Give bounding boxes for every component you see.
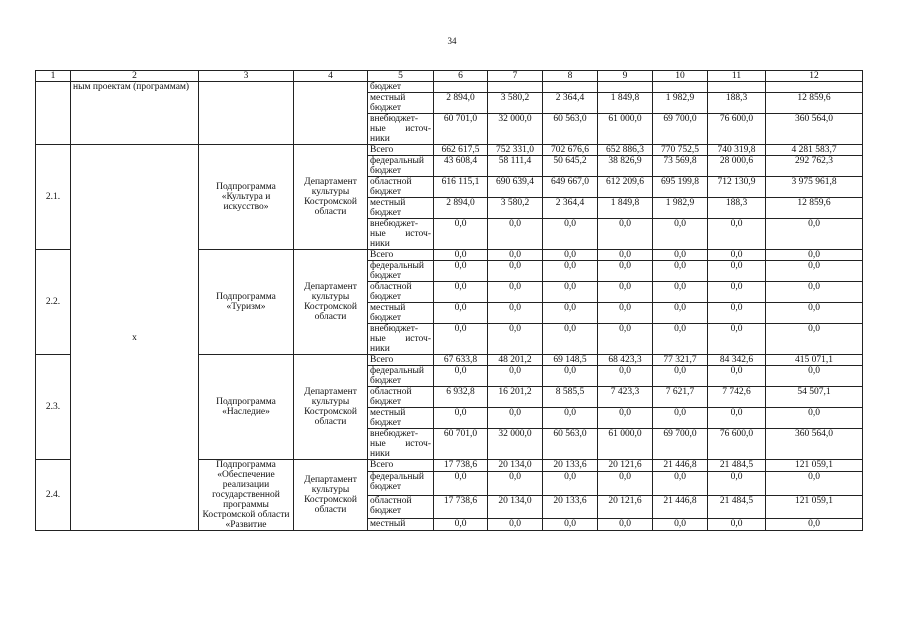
value-cell: 2 364,4 <box>543 198 598 219</box>
value-cell: 0,0 <box>543 219 598 250</box>
funding-source: местный бюджет <box>368 93 434 114</box>
header-cell: 1 <box>36 71 71 82</box>
value-cell: 0,0 <box>708 282 766 303</box>
value-cell: 752 331,0 <box>488 145 543 156</box>
value-cell: 0,0 <box>653 472 708 495</box>
value-cell: 0,0 <box>708 472 766 495</box>
value-cell: 0,0 <box>434 303 488 324</box>
header-cell: 6 <box>434 71 488 82</box>
value-cell: 0,0 <box>434 261 488 282</box>
value-cell: 54 507,1 <box>766 387 863 408</box>
value-cell: 17 738,6 <box>434 460 488 472</box>
value-cell: 7 423,3 <box>598 387 653 408</box>
value-cell: 0,0 <box>598 324 653 355</box>
value-cell: 12 859,6 <box>766 198 863 219</box>
row-code-cell: 2.4. <box>36 460 71 531</box>
funding-source: Всего <box>368 355 434 366</box>
value-cell: 0,0 <box>598 472 653 495</box>
funding-source: бюджет <box>368 82 434 93</box>
value-cell: 0,0 <box>598 303 653 324</box>
value-cell: 0,0 <box>708 366 766 387</box>
value-cell: 3 975 961,8 <box>766 177 863 198</box>
value-cell: 76 600,0 <box>708 429 766 460</box>
value-cell: 68 423,3 <box>598 355 653 366</box>
value-cell: 292 762,3 <box>766 156 863 177</box>
budget-table <box>35 70 863 531</box>
row-code-cell: 2.1. <box>36 145 71 250</box>
page-number: 34 <box>447 36 457 46</box>
value-cell: 652 886,3 <box>598 145 653 156</box>
department-cell: Департамент культуры Костромской области <box>294 460 368 531</box>
value-cell: 20 134,0 <box>488 495 543 518</box>
value-cell: 0,0 <box>708 324 766 355</box>
value-cell: 662 617,5 <box>434 145 488 156</box>
value-cell: 0,0 <box>488 250 543 261</box>
value-cell: 0,0 <box>543 303 598 324</box>
row-code-cell: 2.2. <box>36 250 71 355</box>
header-cell: 2 <box>71 71 199 82</box>
funding-source: местный бюджет <box>368 198 434 219</box>
header-cell: 10 <box>653 71 708 82</box>
value-cell: 0,0 <box>766 518 863 530</box>
value-cell: 0,0 <box>653 518 708 530</box>
value-cell: 0,0 <box>598 219 653 250</box>
value-cell: 0,0 <box>598 408 653 429</box>
department-cell: Департамент культуры Костромской области <box>294 250 368 355</box>
value-cell: 21 446,8 <box>653 460 708 472</box>
value-cell: 0,0 <box>488 303 543 324</box>
value-cell: 21 484,5 <box>708 460 766 472</box>
value-cell: 0,0 <box>488 219 543 250</box>
funding-source: внебюджет-ные источ-ники <box>368 114 434 145</box>
subprogram-name-cell: Подпрограмма «Культура и искусство» <box>199 145 294 250</box>
value-cell: 690 639,4 <box>488 177 543 198</box>
value-cell <box>708 82 766 93</box>
value-cell: 6 932,8 <box>434 387 488 408</box>
value-cell: 649 667,0 <box>543 177 598 198</box>
value-cell <box>434 82 488 93</box>
value-cell: 188,3 <box>708 198 766 219</box>
value-cell: 0,0 <box>543 282 598 303</box>
value-cell: 695 199,8 <box>653 177 708 198</box>
value-cell: 43 608,4 <box>434 156 488 177</box>
value-cell: 0,0 <box>434 282 488 303</box>
value-cell: 770 752,5 <box>653 145 708 156</box>
value-cell: 415 071,1 <box>766 355 863 366</box>
value-cell: 67 633,8 <box>434 355 488 366</box>
value-cell: 0,0 <box>766 282 863 303</box>
funding-source: федеральный бюджет <box>368 472 434 495</box>
value-cell: 3 580,2 <box>488 198 543 219</box>
funding-source: внебюджет-ные источ-ники <box>368 324 434 355</box>
value-cell: 60 701,0 <box>434 114 488 145</box>
value-cell: 712 130,9 <box>708 177 766 198</box>
value-cell: 0,0 <box>708 518 766 530</box>
value-cell: 7 742,6 <box>708 387 766 408</box>
value-cell: 48 201,2 <box>488 355 543 366</box>
value-cell: 20 133,6 <box>543 460 598 472</box>
value-cell: 702 676,6 <box>543 145 598 156</box>
funding-source: областной бюджет <box>368 177 434 198</box>
header-cell: 12 <box>766 71 863 82</box>
value-cell: 0,0 <box>488 408 543 429</box>
value-cell: 0,0 <box>543 261 598 282</box>
value-cell: 0,0 <box>434 366 488 387</box>
value-cell: 0,0 <box>543 250 598 261</box>
value-cell: 0,0 <box>766 303 863 324</box>
value-cell: 0,0 <box>488 366 543 387</box>
value-cell: 21 484,5 <box>708 495 766 518</box>
value-cell: 0,0 <box>766 261 863 282</box>
value-cell: 20 133,6 <box>543 495 598 518</box>
funding-source: федеральный бюджет <box>368 261 434 282</box>
funding-source: Всего <box>368 145 434 156</box>
funding-source: областной бюджет <box>368 387 434 408</box>
value-cell: 360 564,0 <box>766 114 863 145</box>
funding-source: Всего <box>368 460 434 472</box>
value-cell: 60 563,0 <box>543 114 598 145</box>
funding-source: областной бюджет <box>368 282 434 303</box>
value-cell: 1 982,9 <box>653 198 708 219</box>
value-cell: 616 115,1 <box>434 177 488 198</box>
value-cell: 32 000,0 <box>488 429 543 460</box>
value-cell: 0,0 <box>543 408 598 429</box>
value-cell: 740 319,8 <box>708 145 766 156</box>
value-cell: 20 121,6 <box>598 495 653 518</box>
value-cell: 360 564,0 <box>766 429 863 460</box>
funding-source: местный бюджет <box>368 408 434 429</box>
value-cell: 12 859,6 <box>766 93 863 114</box>
value-cell: 76 600,0 <box>708 114 766 145</box>
value-cell <box>488 82 543 93</box>
header-row <box>36 71 863 82</box>
value-cell: 2 894,0 <box>434 93 488 114</box>
funding-source: внебюджет-ные источ-ники <box>368 219 434 250</box>
value-cell: 0,0 <box>488 261 543 282</box>
value-cell: 0,0 <box>598 261 653 282</box>
value-cell: 21 446,8 <box>653 495 708 518</box>
value-cell: 0,0 <box>653 303 708 324</box>
value-cell: 0,0 <box>434 518 488 530</box>
value-cell: 20 121,6 <box>598 460 653 472</box>
value-cell: 0,0 <box>543 366 598 387</box>
subprogram-name-cell: Подпрограмма «Обеспечение реализации государственной программы Костромской области «Развитие <box>199 460 294 531</box>
funding-source: федеральный бюджет <box>368 366 434 387</box>
value-cell: 50 645,2 <box>543 156 598 177</box>
value-cell: 20 134,0 <box>488 460 543 472</box>
value-cell: 8 585,5 <box>543 387 598 408</box>
value-cell: 17 738,6 <box>434 495 488 518</box>
subprogram-name-cell: Подпрограмма «Туризм» <box>199 250 294 355</box>
value-cell: 0,0 <box>653 250 708 261</box>
value-cell: 0,0 <box>488 518 543 530</box>
value-cell: 69 148,5 <box>543 355 598 366</box>
value-cell: 188,3 <box>708 93 766 114</box>
funding-source: областной бюджет <box>368 495 434 518</box>
header-cell: 3 <box>199 71 294 82</box>
value-cell: 61 000,0 <box>598 114 653 145</box>
department-cell <box>294 82 368 145</box>
value-cell: 0,0 <box>598 250 653 261</box>
value-cell: 38 826,9 <box>598 156 653 177</box>
value-cell <box>543 82 598 93</box>
x-mark-cell: x <box>71 145 199 531</box>
value-cell: 0,0 <box>434 472 488 495</box>
table-row <box>36 145 863 156</box>
value-cell: 69 700,0 <box>653 429 708 460</box>
value-cell: 0,0 <box>434 250 488 261</box>
value-cell: 0,0 <box>543 324 598 355</box>
value-cell: 0,0 <box>488 472 543 495</box>
value-cell: 0,0 <box>708 303 766 324</box>
value-cell: 0,0 <box>598 282 653 303</box>
value-cell: 0,0 <box>653 408 708 429</box>
value-cell: 69 700,0 <box>653 114 708 145</box>
value-cell: 32 000,0 <box>488 114 543 145</box>
value-cell <box>766 82 863 93</box>
funding-source: местный бюджет <box>368 303 434 324</box>
header-cell: 11 <box>708 71 766 82</box>
header-cell: 9 <box>598 71 653 82</box>
department-cell: Департамент культуры Костромской области <box>294 145 368 250</box>
value-cell: 1 849,8 <box>598 93 653 114</box>
value-cell: 2 364,4 <box>543 93 598 114</box>
table-row <box>36 82 863 93</box>
value-cell: 60 563,0 <box>543 429 598 460</box>
value-cell: 1 982,9 <box>653 93 708 114</box>
value-cell: 0,0 <box>708 250 766 261</box>
value-cell: 4 281 583,7 <box>766 145 863 156</box>
value-cell: 84 342,6 <box>708 355 766 366</box>
funding-source: Всего <box>368 250 434 261</box>
value-cell: 3 580,2 <box>488 93 543 114</box>
value-cell: 0,0 <box>653 219 708 250</box>
value-cell: 0,0 <box>653 324 708 355</box>
value-cell <box>598 82 653 93</box>
value-cell: 0,0 <box>766 219 863 250</box>
value-cell: 0,0 <box>434 324 488 355</box>
subprogram-name-cell: Подпрограмма «Наследие» <box>199 355 294 460</box>
value-cell: 0,0 <box>708 261 766 282</box>
header-cell: 8 <box>543 71 598 82</box>
header-cell: 4 <box>294 71 368 82</box>
value-cell: 0,0 <box>766 472 863 495</box>
value-cell: 0,0 <box>708 219 766 250</box>
value-cell: 2 894,0 <box>434 198 488 219</box>
value-cell: 16 201,2 <box>488 387 543 408</box>
value-cell: 77 321,7 <box>653 355 708 366</box>
value-cell: 0,0 <box>708 408 766 429</box>
value-cell <box>653 82 708 93</box>
value-cell: 0,0 <box>434 408 488 429</box>
value-cell: 60 701,0 <box>434 429 488 460</box>
value-cell: 121 059,1 <box>766 460 863 472</box>
value-cell: 121 059,1 <box>766 495 863 518</box>
funding-source: внебюджет-ные источ-ники <box>368 429 434 460</box>
value-cell: 0,0 <box>766 250 863 261</box>
department-cell: Департамент культуры Костромской области <box>294 355 368 460</box>
value-cell: 0,0 <box>543 472 598 495</box>
value-cell: 0,0 <box>653 261 708 282</box>
value-cell: 612 209,6 <box>598 177 653 198</box>
program-name-cell: ным проектам (программам) <box>71 82 199 145</box>
value-cell: 0,0 <box>543 518 598 530</box>
funding-source: местный <box>368 518 434 530</box>
value-cell: 0,0 <box>653 366 708 387</box>
value-cell: 0,0 <box>598 366 653 387</box>
value-cell: 0,0 <box>766 366 863 387</box>
value-cell: 0,0 <box>488 324 543 355</box>
value-cell: 0,0 <box>434 219 488 250</box>
value-cell: 73 569,8 <box>653 156 708 177</box>
value-cell: 28 000,6 <box>708 156 766 177</box>
program-cell <box>199 82 294 145</box>
funding-source: федеральный бюджет <box>368 156 434 177</box>
value-cell: 0,0 <box>653 282 708 303</box>
value-cell: 1 849,8 <box>598 198 653 219</box>
row-code-cell <box>36 82 71 145</box>
header-cell: 5 <box>368 71 434 82</box>
value-cell: 0,0 <box>488 282 543 303</box>
value-cell: 7 621,7 <box>653 387 708 408</box>
value-cell: 0,0 <box>766 324 863 355</box>
value-cell: 58 111,4 <box>488 156 543 177</box>
value-cell: 61 000,0 <box>598 429 653 460</box>
value-cell: 0,0 <box>766 408 863 429</box>
header-cell: 7 <box>488 71 543 82</box>
value-cell: 0,0 <box>598 518 653 530</box>
row-code-cell: 2.3. <box>36 355 71 460</box>
